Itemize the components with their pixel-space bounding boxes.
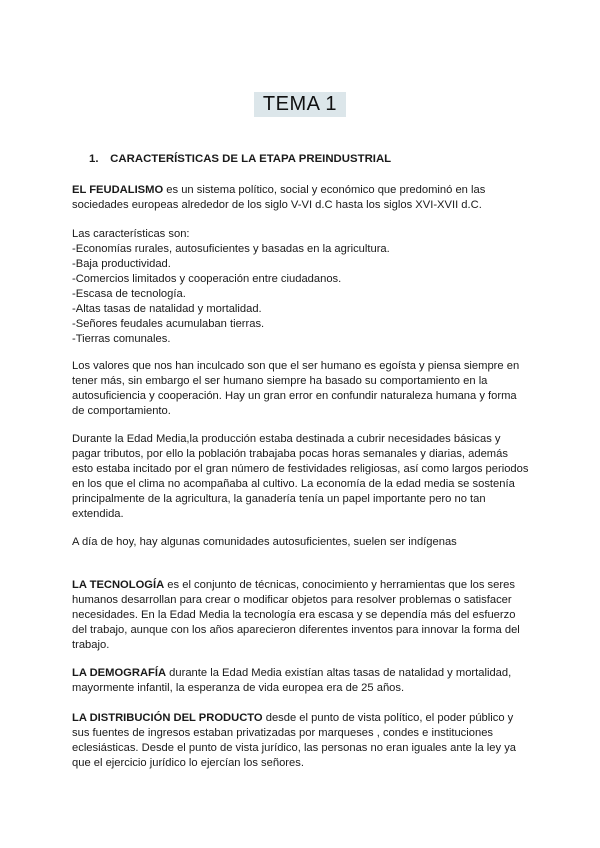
title-container [0,92,600,117]
feudalismo-term: EL FEUDALISMO [72,184,164,196]
demografia-text: durante la Edad Media existían altas tasas de natalidad y mortalidad, mayormente infantil, la esperanza de vida europea era de 25 años. [72,667,512,694]
list-item: -Señores feudales acumulaban tierras. [72,318,265,330]
tecnologia-text: es el conjunto de técnicas, conocimiento y herramientas que los seres humanos desarrollan para crear o modificar objetos para resolver problemas o satisfacer necesidades. En la Edad Media la tecnología era escasa y se dependía más del esfuerzo del trabajo, aunque con los años aparecieron diferentes inventos para innovar la forma del trabajo. [72,579,520,651]
tecnologia-term: LA TECNOLOGÍA [72,579,165,591]
list-item: -Comercios limitados y cooperación entre ciudadanos. [72,273,342,285]
list-item: -Baja productividad. [72,258,171,270]
feudalismo-text: es un sistema político, social y económico que predominó en las sociedades europeas alrededor de los siglo V-VI d.C hasta los siglos XVI-XVII d.C. [72,184,486,211]
distribucion-paragraph [72,711,532,771]
tecnologia-paragraph [72,578,532,653]
page-title: TEMA 1 [254,92,346,117]
edad-media-text: Durante la Edad Media,la producción estaba destinada a cubrir necesidades básicas y pagar tributos, por ello la población trabajaba pocas horas semanales y diarias, además esto estaba incitado por el gran número de festividades religiosas, así como largos periodos en los que el clima no acompañaba al cultivo. La economía de la edad media se sostenía principalmente de la agricultura, la ganadería tenía un papel importante pero no tan extendida. [72,433,529,520]
list-item: -Escasa de tecnología. [72,288,186,300]
section-heading-text: CARACTERÍSTICAS DE LA ETAPA PREINDUSTRIAL [110,153,392,165]
caracteristicas-block [72,227,532,347]
demografia-term: LA DEMOGRAFÍA [72,667,167,679]
section-number: 1. [89,153,99,165]
section-heading [89,153,391,165]
distribucion-term: LA DISTRIBUCIÓN DEL PRODUCTO [72,712,263,724]
feudalismo-paragraph [72,183,532,213]
distribucion-text: desde el punto de vista político, el poder público y sus fuentes de ingresos estaban privatizadas por marqueses , condes e instituciones eclesiásticas. Desde el punto de vista jurídico, las personas no eran iguales ante la ley ya que el ejercicio jurídico lo ejercían los señores. [72,712,517,769]
valores-text: Los valores que nos han inculcado son que el ser humano es egoísta y piensa siempre en tener más, sin embargo el ser humano siempre ha basado su comportamiento en la autosuficiencia y cooperación. Hay un gran error en confundir naturaleza humana y forma de comportamiento. [72,360,520,417]
hoy-text: A día de hoy, hay algunas comunidades autosuficientes, suelen ser indígenas [72,536,457,548]
hoy-paragraph [72,535,532,550]
list-item: -Altas tasas de natalidad y mortalidad. [72,303,262,315]
caracteristicas-intro: Las características son: [72,228,190,240]
caracteristicas-list [72,242,532,347]
demografia-paragraph [72,666,532,696]
list-item: -Economías rurales, autosuficientes y basadas en la agricultura. [72,243,390,255]
valores-paragraph [72,359,532,419]
list-item: -Tierras comunales. [72,333,171,345]
edad-media-paragraph [72,432,532,522]
